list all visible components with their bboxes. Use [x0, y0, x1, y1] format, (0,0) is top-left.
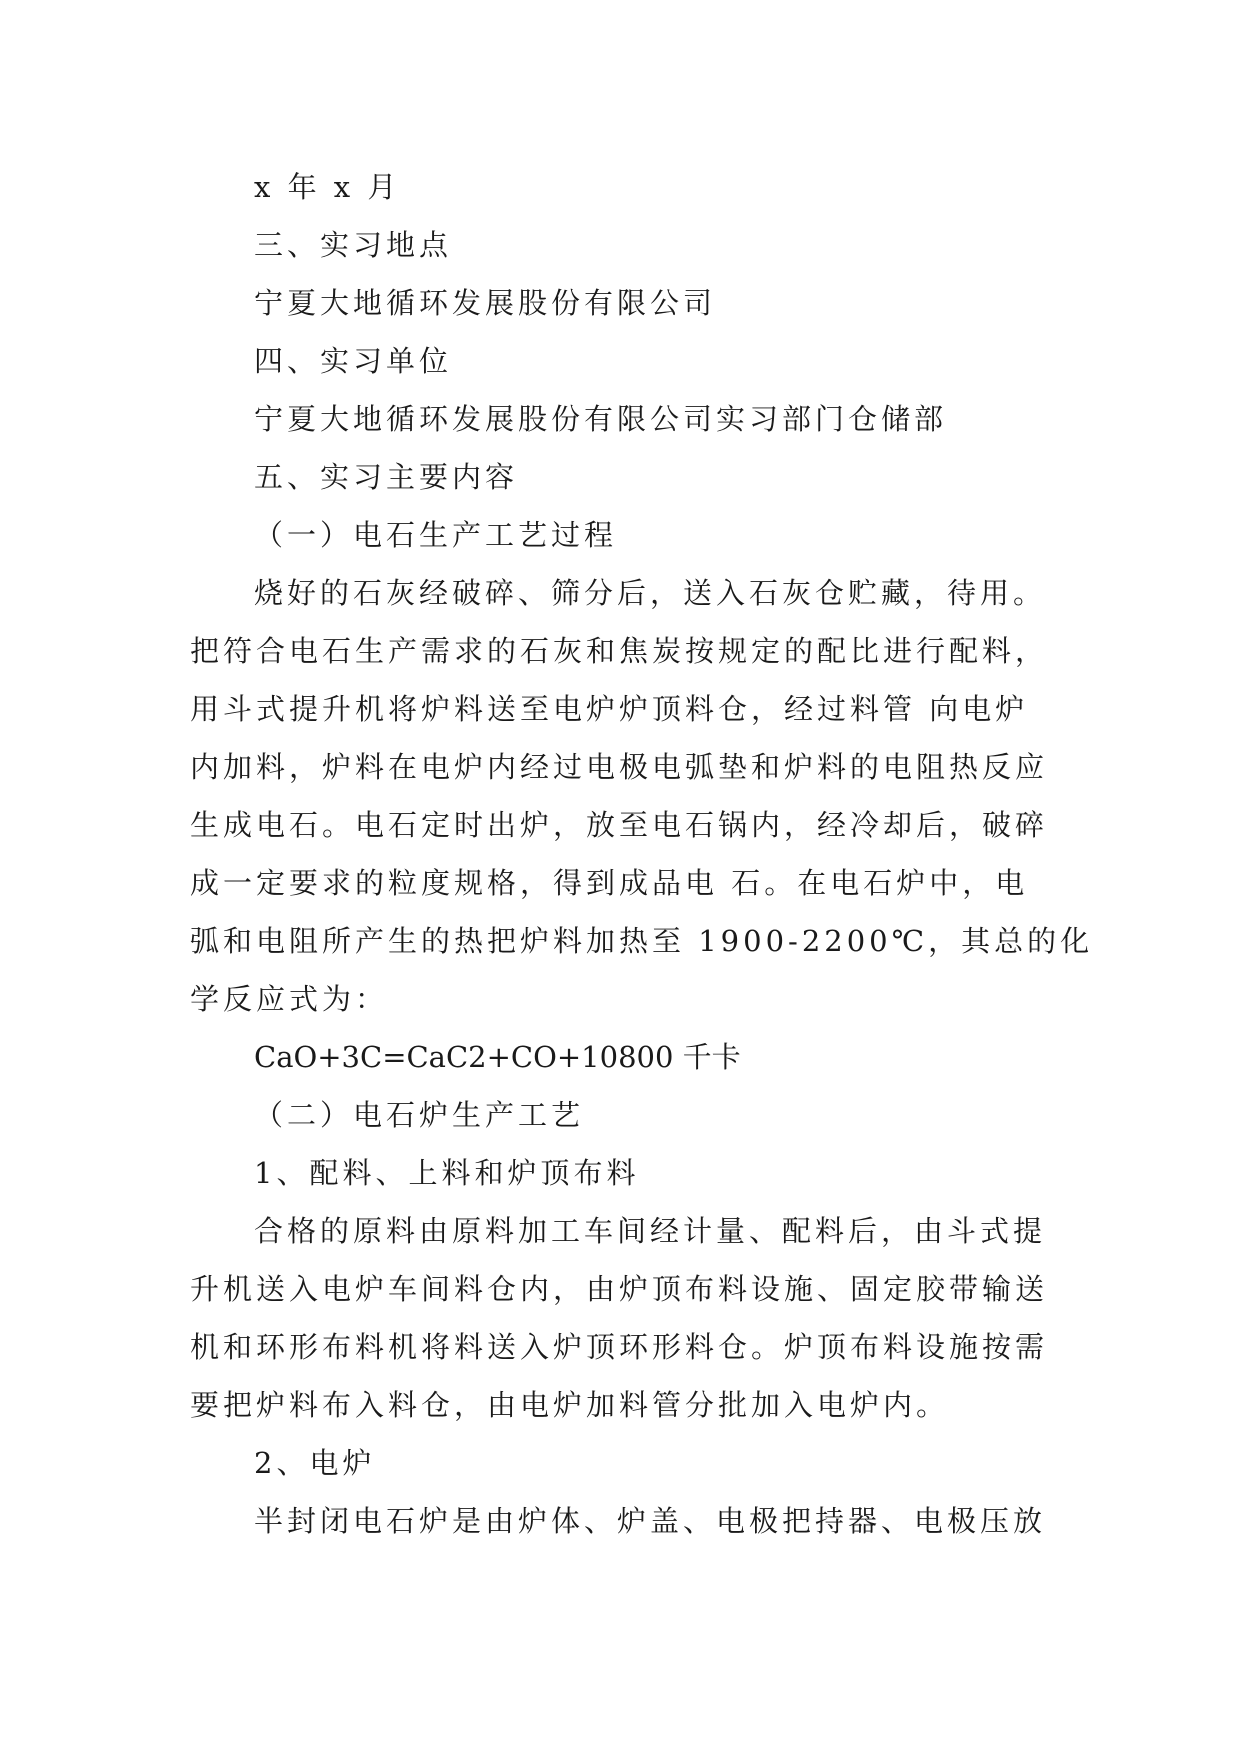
paragraph-line: 机和环形布料机将料送入炉顶环形料仓。炉顶布料设施按需: [190, 1330, 1049, 1364]
section-heading-content: 五、实习主要内容: [254, 460, 519, 494]
paragraph-line: 生成电石。电石定时出炉，放至电石锅内，经冷却后，破碎: [190, 808, 1049, 842]
paragraph-line: 弧和电阻所产生的热把炉料加热至 1900-2200℃，其总的化: [190, 924, 1094, 958]
paragraph-line: 升机送入电炉车间料仓内，由炉顶布料设施、固定胶带输送: [190, 1272, 1049, 1306]
item-heading-2: 2、电炉: [254, 1446, 376, 1480]
paragraph-line: 合格的原料由原料加工车间经计量、配料后，由斗式提: [254, 1214, 1047, 1248]
location-text: 宁夏大地循环发展股份有限公司: [254, 286, 717, 320]
section-heading-location: 三、实习地点: [254, 228, 453, 262]
subsection-heading-2: （二）电石炉生产工艺: [254, 1098, 585, 1132]
unit-text: 宁夏大地循环发展股份有限公司实习部门仓储部: [254, 402, 948, 436]
paragraph-line: 把符合电石生产需求的石灰和焦炭按规定的配比进行配料，: [190, 634, 1049, 668]
subsection-heading-1: （一）电石生产工艺过程: [254, 518, 618, 552]
section-heading-unit: 四、实习单位: [254, 344, 453, 378]
paragraph-line: 内加料，炉料在电炉内经过电极电弧垫和炉料的电阻热反应: [190, 750, 1049, 784]
date-line: x 年 x 月: [254, 170, 401, 204]
chemical-formula: CaO+3C=CaC2+CO+10800 千卡: [254, 1040, 741, 1074]
paragraph-line: 用斗式提升机将炉料送至电炉炉顶料仓，经过料管 向电炉: [190, 692, 1029, 726]
paragraph-line: 要把炉料布入料仓，由电炉加料管分批加入电炉内。: [190, 1388, 950, 1422]
paragraph-line: 成一定要求的粒度规格，得到成品电 石。在电石炉中，电: [190, 866, 1029, 900]
paragraph-line: 半封闭电石炉是由炉体、炉盖、电极把持器、电极压放: [254, 1504, 1047, 1538]
item-heading-1: 1、配料、上料和炉顶布料: [254, 1156, 640, 1190]
paragraph-line: 烧好的石灰经破碎、筛分后，送入石灰仓贮藏，待用。: [254, 576, 1047, 610]
paragraph-line: 学反应式为：: [190, 982, 389, 1016]
